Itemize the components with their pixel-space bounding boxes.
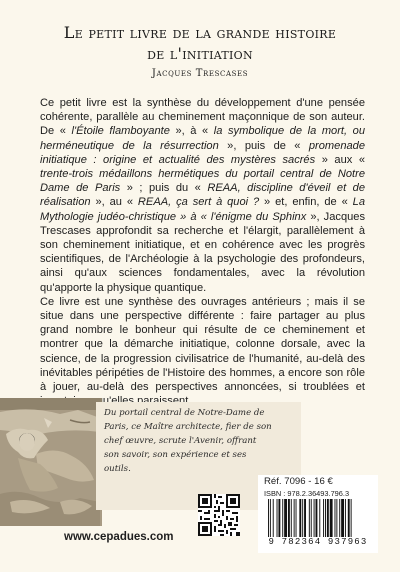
book-title-line-2: de l'initiation bbox=[147, 44, 253, 63]
isbn-number: ISBN : 978.2.36493.796.3 bbox=[264, 489, 350, 498]
sculpture-image bbox=[0, 398, 102, 526]
book-title-line-1: Le petit livre de la grande histoire bbox=[63, 23, 337, 42]
book-title-reference: REAA, discipline d'éveil et de réalisation bbox=[40, 182, 365, 209]
caption-text: Du portail central de Notre-Dame de Paris, ce Maître architecte, fier de son chef œuvre, scrute l'Avenir, offrant son savoir, son expérience et ses outils. bbox=[104, 408, 272, 474]
book-title-reference: trente-trois médaillons hermétiques du portail central de Notre Dame de Paris bbox=[40, 168, 365, 195]
paragraph-1: Ce petit livre est la synthèse du développement d'une pensée cohérente, parallèle au cheminement maçonnique de son auteur. De « l'Étoile flamboyante », à « la symbolique de la mort, ou herméneutique de la résurrection », puis de « promenade initiatique : origine et actualité des mystères sacrés » aux « trente-trois médaillons hermétiques du portail central de Notre Dame de Paris » ; puis du « REAA, discipline d'éveil et de réalisation », au « REAA, ça sert à quoi ? » et, enfin, de « La Mythologie judéo-christique » à « l'énigme du Sphinx », Jacques Trescases approfondit sa recherche et l'élargit, parallèlement à son cheminement initiatique, et en cohérence avec les progrès scientifiques, de l'Archéologie à la psychologie des profondeurs, ainsi qu'aux sciences fondamentales, avec la révolution qu'apporte la physique quantique. bbox=[40, 97, 366, 294]
author-name: Jacques Trescases bbox=[151, 68, 249, 79]
price-barcode-box bbox=[258, 475, 378, 553]
book-title-reference: La Mythologie judéo-christique » à « l'énigme du Sphinx bbox=[40, 196, 365, 223]
book-title-reference: REAA, ça sert à quoi ? bbox=[137, 196, 260, 209]
barcode-digits: 9 782364 937963 bbox=[268, 537, 368, 547]
paragraph-2: Ce livre est une synthèse des ouvrages antérieurs ; mais il se situe dans une perspective différente : faire partager au plus grand nombre le bonheur qui résulte de ce cheminement et montrer que la démarche initiatique, colonne dorsale, avec la science, de la progression civilisatrice de l'humanité, au-delà des inévitables péripéties de l'Histoire des hommes, a encore son rôle à jouer, au-delà des perspectives annoncées, si troublées et bbox=[40, 295, 365, 394]
reference-price: Réf. 7096 - 16 € bbox=[264, 476, 333, 487]
back-cover-text bbox=[40, 96, 365, 408]
book-title-reference: l'Étoile flamboyante bbox=[71, 125, 170, 138]
book-title-reference: promenade initiatique : origine et actualité des mystères sacrés bbox=[40, 139, 365, 166]
qr-code-icon bbox=[198, 494, 240, 536]
barcode-icon bbox=[266, 499, 374, 541]
book-title-reference: la symbolique de la mort, ou herméneutique de la résurrection bbox=[40, 125, 366, 152]
publisher-website[interactable]: www.cepadues.com bbox=[64, 531, 174, 543]
book-title bbox=[0, 22, 400, 64]
